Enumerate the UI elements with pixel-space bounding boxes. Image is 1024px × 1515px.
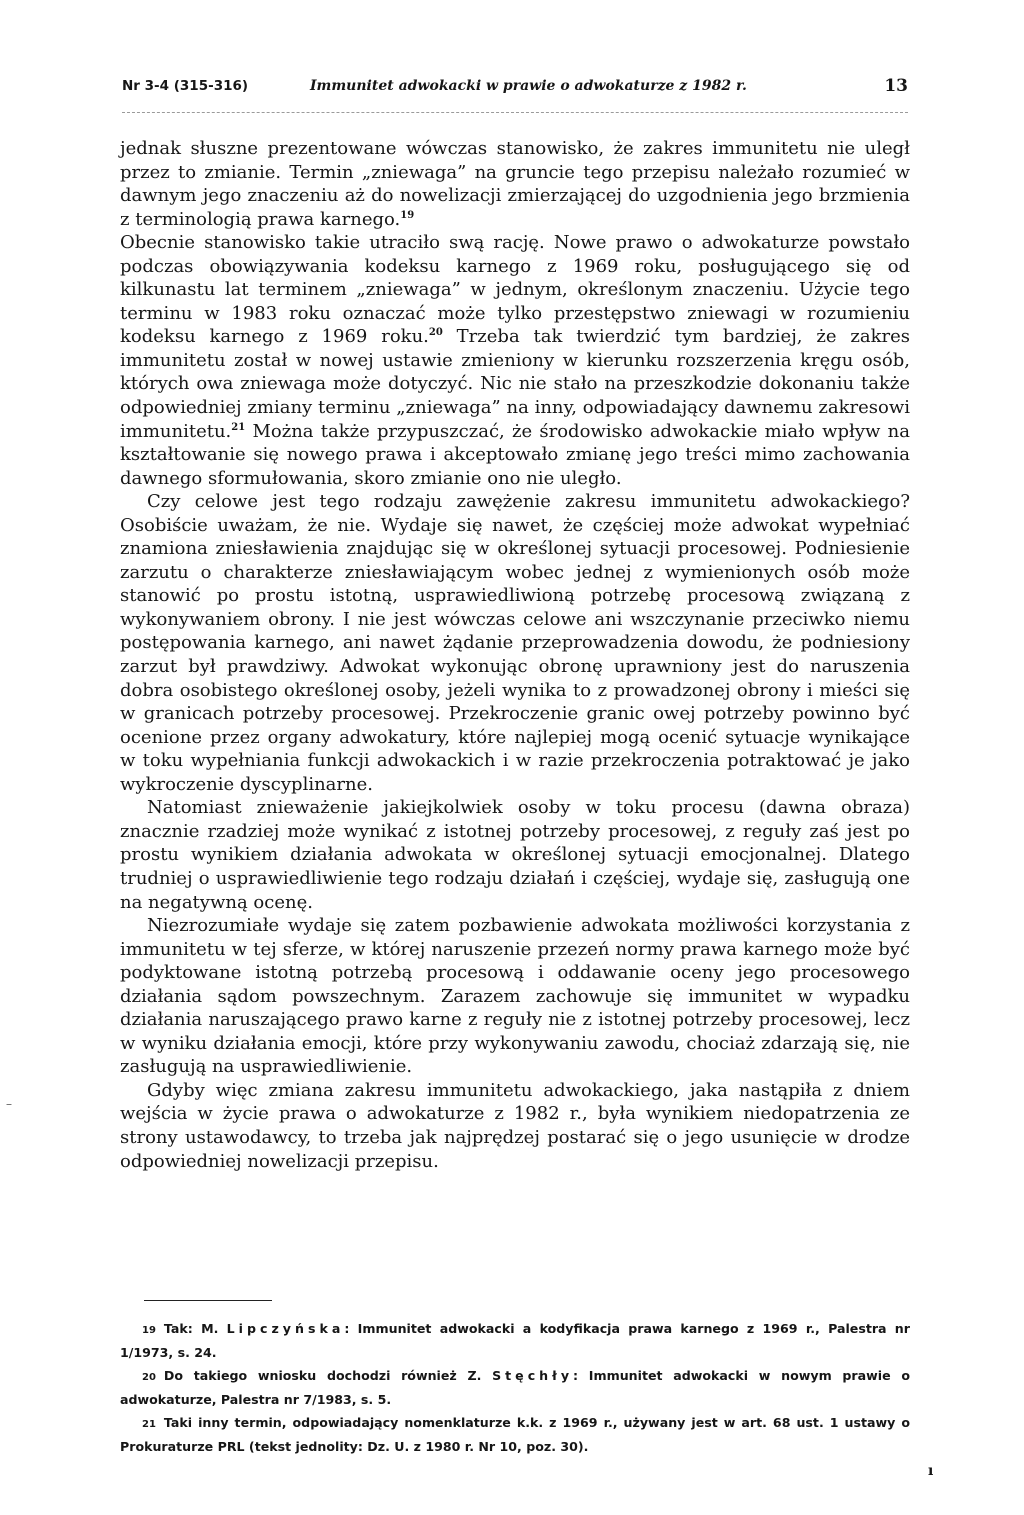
running-header (122, 78, 908, 108)
paragraph-1 (120, 137, 910, 231)
paragraph-1-text: jednak słuszne prezentowane wówczas stanowisko, że zakres immunitetu nie uległ przez to zmianie. Termin „zniewaga” na gruncie tego przepisu należało rozumieć w dawnym jego znaczeniu aż do nowelizacji zmierzającej do uzgodnienia jego brzmienia z terminologią prawa karnego. (120, 138, 910, 230)
paragraph-2-text-c: Można także przypuszczać, że środowisko adwokackie miało wpływ na kształtowanie się nowego prawa i akceptowało zmianę jego treści mimo zachowania dawnego sformułowania, skoro zmianie ono nie uległo. (120, 420, 910, 489)
paragraph-2-text-b: Trzeba tak twierdzić tym bardziej, że zakres immunitetu został w nowej ustawie zmieniony w kierunku rozszerzenia kręgu osób, których owa zniewaga może dotyczyć. Nic nie stało na przeszkodzie dokonaniu także odpowiedniej zmiany terminu „zniewaga” na inny, odpowiadający dawnemu zakresowi immunitetu. (120, 326, 910, 442)
paragraph-2 (120, 231, 910, 490)
paragraph-5: Niezrozumiałe wydaje się zatem pozbawienie adwokata możliwości korzystania z immunitetu w tej sferze, w której naruszenie przezeń normy prawa karnego może być podyktowane istotną potrzebą procesową i oddawanie oceny jego procesowego działania sądom powszechnym. Zarazem zachowuje się immunitet w wypadku działania naruszającego prawo karne z reguły nie z istotnej potrzeby procesowej, lecz w wyniku działania emocji, które przy wykonywaniu zawodu, chociaż zdarzają się, nie zasługują na usprawiedliwienie. (120, 915, 910, 1078)
footnote-author: Lipczyńska (226, 1321, 345, 1336)
footnote-20 (120, 1365, 910, 1411)
footnote-separator (144, 1300, 272, 1301)
page-foot-mark: ı (928, 1463, 934, 1479)
article-body (120, 137, 910, 1173)
footnote-text-pre: Do takiego wniosku dochodzi również Z. (163, 1368, 493, 1383)
footnote-number: 20 (142, 1372, 156, 1383)
footnote-ref-19[interactable]: 19 (400, 209, 415, 221)
footnote-ref-21[interactable]: 21 (231, 421, 246, 433)
footnote-text-post: : Immunitet adwokacki a kodyfikacja prawa karnego z 1969 r., Palestra nr 1/1973, s. 24. (120, 1321, 910, 1360)
paragraph-2-text-a: Obecnie stanowisko takie utraciło swą rację. Nowe prawo o adwokaturze powstało podczas obowiązywania kodeksu karnego z 1969 roku, posługującego się od kilkunastu lat terminem „zniewaga” w jednym, określonym znaczeniu. Użycie tego terminu w 1983 roku oznaczać może tylko przestępstwo zniewagi w rozumieniu kodeksu karnego z 1969 roku. (120, 232, 910, 348)
running-title: Immunitet adwokacki w prawie o adwokaturze z 1982 r. (310, 78, 747, 94)
header-rule (122, 112, 908, 113)
paragraph-3: Czy celowe jest tego rodzaju zawężenie zakresu immunitetu adwokackiego? Osobiście uważam, że nie. Wydaje się nawet, że częściej może adwokat wypełniać znamiona zniesławienia znajdując się w określonej sytuacji procesowej. Podniesienie zarzutu o charakterze zniesławiającym wobec jednej z wymienionych osób może stanowić po prostu istotną, usprawiedliwioną potrzebę procesową związaną z wykonywaniem obrony. I nie jest wówczas celowe ani wszczynanie przeciwko niemu postępowania karnego, ani nawet żądanie przeprowadzenia dowodu, że podniesiony zarzut był prawdziwy. Adwokat wykonując obronę uprawniony jest do naruszenia dobra osobistego określonej osoby, jeżeli wynika to z prowadzonej obrony i mieści się w granicach potrzeby procesowej. Przekroczenie granic owej potrzeby powinno być ocenione przez organy adwokatury, które najlepiej mogą ocenić sytuacje wynikające w toku wypełniania funkcji adwokackich i w razie przekroczenia potraktować je jako wykroczenie dyscyplinarne. (120, 491, 910, 795)
footnote-number: 19 (142, 1325, 156, 1336)
margin-dash-mark: – (6, 1097, 12, 1111)
footnote-text-post: : Immunitet adwokacki w nowym prawie o adwokaturze, Palestra nr 7/1983, s. 5. (120, 1368, 910, 1407)
footnote-text-pre: Tak: M. (163, 1321, 227, 1336)
footnote-author: Stęchły (492, 1368, 574, 1383)
footnote-19 (120, 1318, 910, 1364)
footnotes (120, 1318, 910, 1459)
footnote-number: 21 (142, 1419, 156, 1430)
issue-number: Nr 3-4 (315-316) (122, 78, 249, 94)
footnote-21 (120, 1412, 910, 1458)
paragraph-6: Gdyby więc zmiana zakresu immunitetu adwokackiego, jaka nastąpiła z dniem wejścia w życie prawa o adwokaturze z 1982 r., była wynikiem niedopatrzenia ze strony ustawodawcy, to trzeba jak najprędzej postarać się o jego usunięcie w drodze odpowiedniej nowelizacji przepisu. (120, 1079, 910, 1172)
paragraph-4: Natomiast znieważenie jakiejkolwiek osoby w toku procesu (dawna obraza) znacznie rzadziej może wynikać z istotnej potrzeby procesowej, z reguły zaś jest po prostu wynikiem działania adwokata w określonej sytuacji emocjonalnej. Dlatego trudniej o usprawiedliwienie tego rodzaju działań i częściej, wydaje się, zasługują one na negatywną ocenę. (120, 797, 910, 913)
footnote-ref-20[interactable]: 20 (428, 327, 443, 339)
footnote-text-pre: Taki inny termin, odpowiadający nomenklaturze k.k. z 1969 r., używany jest w art. 68 ust. 1 ustawy o Prokuraturze PRL (tekst jednolity: Dz. U. z 1980 r. Nr 10, poz. 30). (120, 1415, 910, 1454)
page-number: 13 (884, 76, 908, 96)
